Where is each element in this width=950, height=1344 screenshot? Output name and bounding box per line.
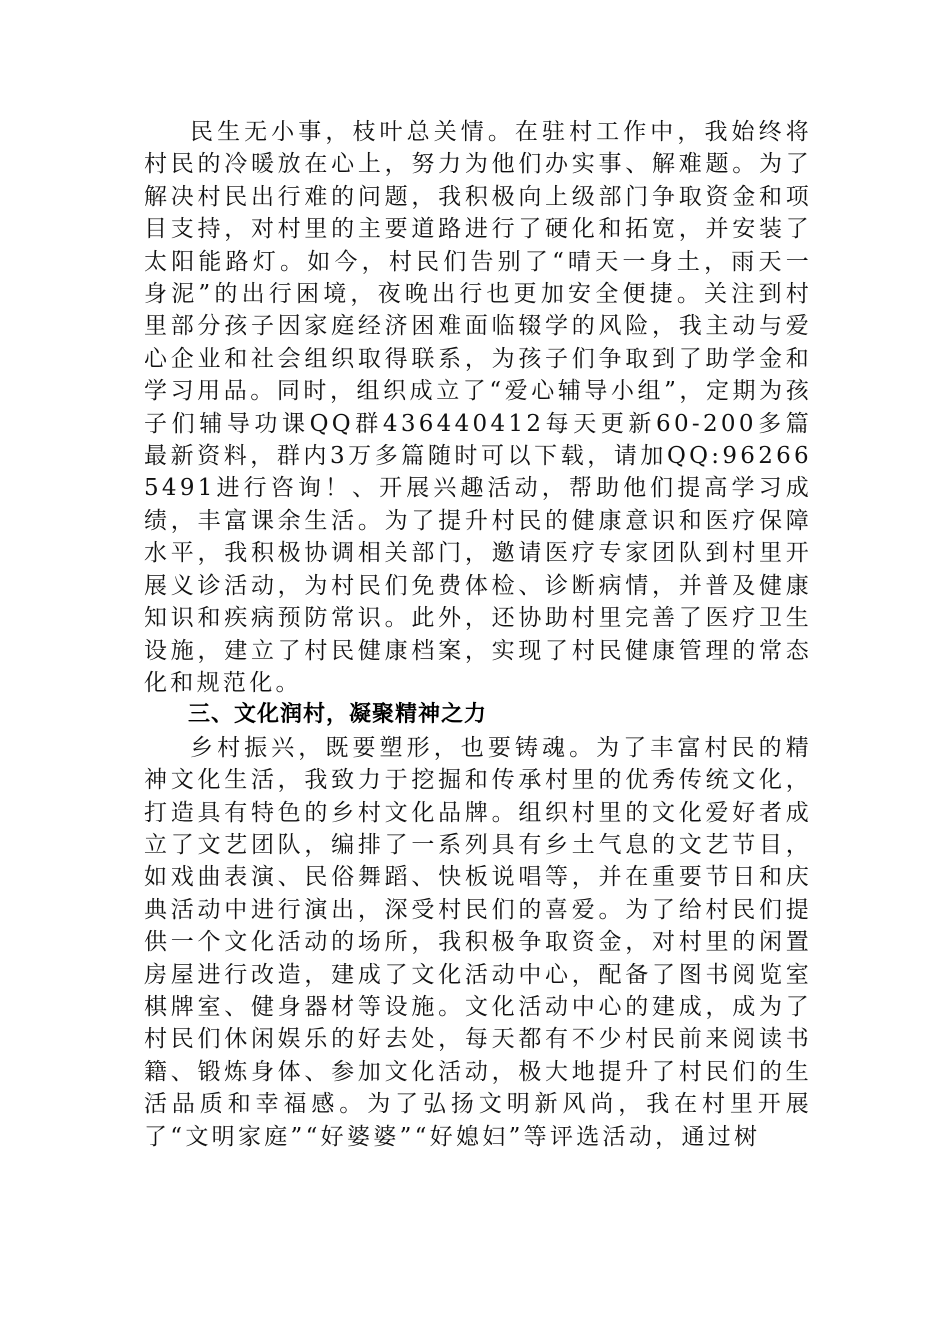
section-heading: 三、文化润村，凝聚精神之力 bbox=[188, 702, 488, 728]
document-body bbox=[144, 116, 812, 1153]
body-paragraph-livelihood: 民生无小事，枝叶总关情。在驻村工作中，我始终将村民的冷暖放在心上，努力为他们办实事、解难题。为了解决村民出行难的问题，我积极向上级部门争取资金和项目支持，对村里的主要道路进行了硬化和拓宽，并安装了太阳能路灯。如今，村民们告别了“晴天一身土，雨天一身泥”的出行困境，夜晚出行也更加安全便捷。关注到村里部分孩子因家庭经济困难面临辍学的风险，我主动与爱心企业和社会组织取得联系，为孩子们争取到了助学金和学习用品。同时，组织成立了“爱心辅导小组”，定期为孩子们辅导功课QQ群436440412每天更新60-200多篇最新资料，群内3万多篇随时可以下载，请加QQ:962665491进行咨询！、开展兴趣活动，帮助他们提高学习成绩，丰富课余生活。为了提升村民的健康意识和医疗保障水平，我积极协调相关部门，邀请医疗专家团队到村里开展义诊活动，为村民们免费体检、诊断病情，并普及健康知识和疾病预防常识。此外，还协助村里完善了医疗卫生设施，建立了村民健康档案，实现了村民健康管理的常态化和规范化。 bbox=[144, 119, 812, 696]
body-paragraph-culture: 乡村振兴，既要塑形，也要铸魂。为了丰富村民的精神文化生活，我致力于挖掘和传承村里的优秀传统文化，打造具有特色的乡村文化品牌。组织村里的文化爱好者成立了文艺团队，编排了一系列具有乡土气息的文艺节目，如戏曲表演、民俗舞蹈、快板说唱等，并在重要节日和庆典活动中进行演出，深受村民们的喜爱。为了给村民们提供一个文化活动的场所，我积极争取资金，对村里的闲置房屋进行改造，建成了文化活动中心，配备了图书阅览室棋牌室、健身器材等设施。文化活动中心的建成，成为了村民们休闲娱乐的好去处，每天都有不少村民前来阅读书籍、锻炼身体、参加文化活动，极大地提升了村民们的生活品质和幸福感。为了弘扬文明新风尚，我在村里开展了“文明家庭”“好婆婆”“好媳妇”等评选活动，通过树 bbox=[144, 734, 812, 1150]
